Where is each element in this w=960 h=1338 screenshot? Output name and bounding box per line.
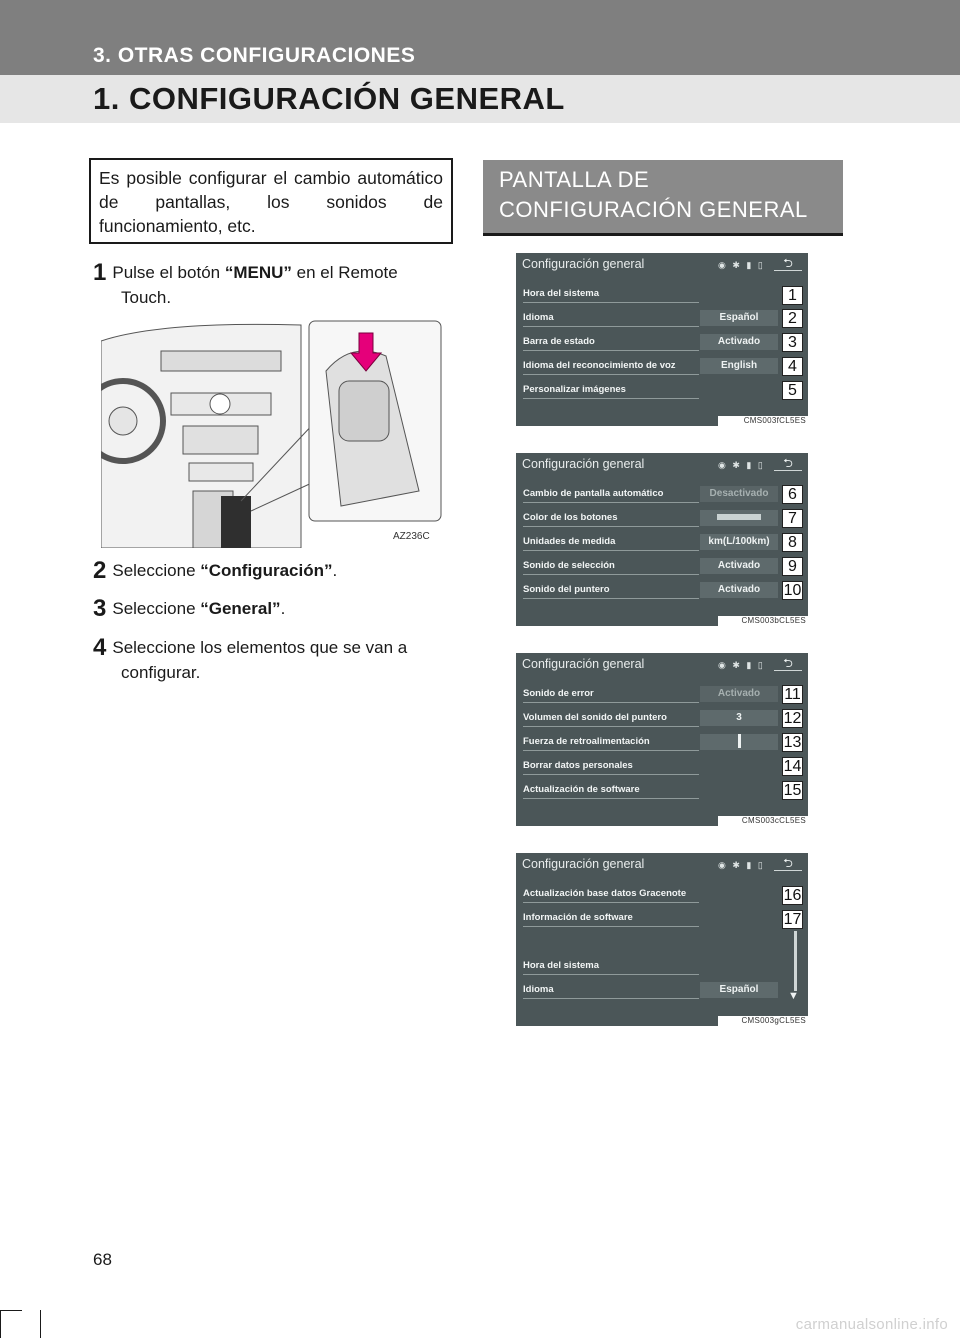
- row-value: English: [700, 358, 778, 374]
- callout-number: 14: [783, 758, 802, 775]
- callout-number: 9: [782, 557, 803, 576]
- row-label[interactable]: Sonido del puntero: [523, 583, 699, 599]
- callout-number: 17: [783, 911, 802, 928]
- callout-number: 3: [782, 333, 803, 352]
- row-label[interactable]: Color de los botones: [523, 511, 699, 527]
- page-title-band: [0, 75, 960, 123]
- screen-code: CMS003cCL5ES: [718, 816, 808, 826]
- row-label[interactable]: Actualización base datos Gracenote: [523, 887, 699, 903]
- section-subheader-line2: CONFIGURACIÓN GENERAL: [499, 197, 808, 222]
- crop-mark: [40, 1310, 41, 1338]
- illustration-code: AZ236C: [393, 531, 430, 542]
- page-title: 1. CONFIGURACIÓN GENERAL: [93, 81, 565, 116]
- settings-screen-2: [516, 453, 808, 626]
- row-label[interactable]: Actualización de software: [523, 783, 699, 799]
- screen-code: CMS003gCL5ES: [718, 1016, 808, 1026]
- row-label[interactable]: Cambio de pantalla automático: [523, 487, 699, 503]
- step-bold: “General”: [200, 599, 281, 618]
- screen-code: CMS003fCL5ES: [718, 416, 808, 426]
- row-label[interactable]: Barra de estado: [523, 335, 699, 351]
- step-bold: “MENU”: [224, 263, 292, 282]
- callout-number: 5: [782, 381, 803, 400]
- row-label[interactable]: Idioma: [523, 311, 699, 327]
- row-label[interactable]: Información de software: [523, 911, 699, 927]
- dashboard-illustration: [101, 311, 446, 548]
- step-text: .: [332, 561, 338, 580]
- step-3: [93, 594, 458, 621]
- settings-screen-4: [516, 853, 808, 1026]
- settings-screen-3: [516, 653, 808, 826]
- page-number: 68: [93, 1250, 112, 1269]
- step-text: Seleccione los elementos que se van a: [112, 638, 408, 657]
- callout-number: 4: [782, 357, 803, 376]
- crop-mark: [0, 1310, 22, 1311]
- callout-number: 11: [782, 685, 803, 704]
- step-number: 1: [93, 259, 107, 286]
- scrollbar[interactable]: [794, 931, 797, 991]
- callout-number: 15: [783, 782, 802, 799]
- settings-screen-1: [516, 253, 808, 426]
- status-icons: ◉ ✱ ▮ ▯: [718, 260, 765, 270]
- row-value: Desactivado: [700, 486, 778, 502]
- back-icon[interactable]: ⮌: [774, 257, 802, 271]
- step-text: Pulse el botón: [112, 263, 225, 282]
- callout-number: 7: [782, 509, 803, 528]
- status-icons: ◉ ✱ ▮ ▯: [718, 460, 765, 470]
- callout-number: 10: [783, 582, 802, 599]
- row-label[interactable]: Hora del sistema: [523, 287, 699, 303]
- callout-number: 13: [783, 734, 802, 751]
- crop-mark: [0, 1310, 1, 1338]
- step-number: 4: [93, 634, 107, 661]
- back-icon[interactable]: ⮌: [774, 457, 802, 471]
- row-label[interactable]: Personalizar imágenes: [523, 383, 699, 399]
- back-icon[interactable]: ⮌: [774, 857, 802, 871]
- row-label[interactable]: Volumen del sonido del puntero: [523, 711, 699, 727]
- row-label[interactable]: Sonido de selección: [523, 559, 699, 575]
- section-subheader-line1: PANTALLA DE: [499, 167, 650, 192]
- screen-title: Configuración general: [522, 457, 645, 471]
- callout-number: 1: [782, 286, 803, 305]
- section-subheader: [483, 160, 843, 233]
- row-value: Activado: [700, 582, 778, 598]
- screen-title: Configuración general: [522, 857, 645, 871]
- row-value: Español: [700, 310, 778, 326]
- step-text: .: [280, 599, 286, 618]
- row-value: Español: [700, 982, 778, 998]
- row-value: Activado: [700, 686, 778, 702]
- row-label[interactable]: Unidades de medida: [523, 535, 699, 551]
- scroll-down-icon[interactable]: ▼: [788, 990, 799, 1002]
- step-number: 3: [93, 595, 107, 622]
- row-label[interactable]: Hora del sistema: [523, 959, 699, 975]
- row-value: 3: [700, 710, 778, 726]
- step-1: [93, 258, 458, 310]
- status-icons: ◉ ✱ ▮ ▯: [718, 860, 765, 870]
- row-value: Activado: [700, 558, 778, 574]
- step-bold: “Configuración”: [200, 561, 333, 580]
- callout-number: 16: [783, 887, 802, 904]
- row-label[interactable]: Sonido de error: [523, 687, 699, 703]
- row-label[interactable]: Fuerza de retroalimentación: [523, 735, 699, 751]
- intro-box: Es posible configurar el cambio automático de pantallas, los sonidos de funcionamiento, etc.: [89, 158, 453, 244]
- row-label[interactable]: Idioma: [523, 983, 699, 999]
- row-label[interactable]: Idioma del reconocimiento de voz: [523, 359, 699, 375]
- feedback-slider[interactable]: [700, 734, 778, 750]
- callout-number: 2: [782, 309, 803, 328]
- row-value: km(L/100km): [700, 534, 778, 550]
- section-header-band: [0, 0, 960, 75]
- section-title: 3. OTRAS CONFIGURACIONES: [93, 44, 416, 67]
- back-icon[interactable]: ⮌: [774, 657, 802, 671]
- step-text-line2: Touch.: [121, 288, 172, 307]
- screen-title: Configuración general: [522, 657, 645, 671]
- status-icons: ◉ ✱ ▮ ▯: [718, 660, 765, 670]
- row-label[interactable]: Borrar datos personales: [523, 759, 699, 775]
- row-value: Activado: [700, 334, 778, 350]
- color-swatch: [700, 510, 778, 526]
- step-text-line2: configurar.: [121, 663, 201, 682]
- screen-title: Configuración general: [522, 257, 645, 271]
- step-2: [93, 556, 458, 583]
- callout-number: 12: [783, 710, 802, 727]
- divider: [483, 233, 843, 236]
- callout-number: 8: [782, 533, 803, 552]
- step-text: Seleccione: [112, 599, 201, 618]
- callout-number: 6: [782, 485, 803, 504]
- step-4: [93, 633, 458, 685]
- screen-code: CMS003bCL5ES: [718, 616, 808, 626]
- step-text: en el Remote: [291, 263, 398, 282]
- watermark: carmanualsonline.info: [795, 1316, 948, 1333]
- step-number: 2: [93, 557, 107, 584]
- step-text: Seleccione: [112, 561, 201, 580]
